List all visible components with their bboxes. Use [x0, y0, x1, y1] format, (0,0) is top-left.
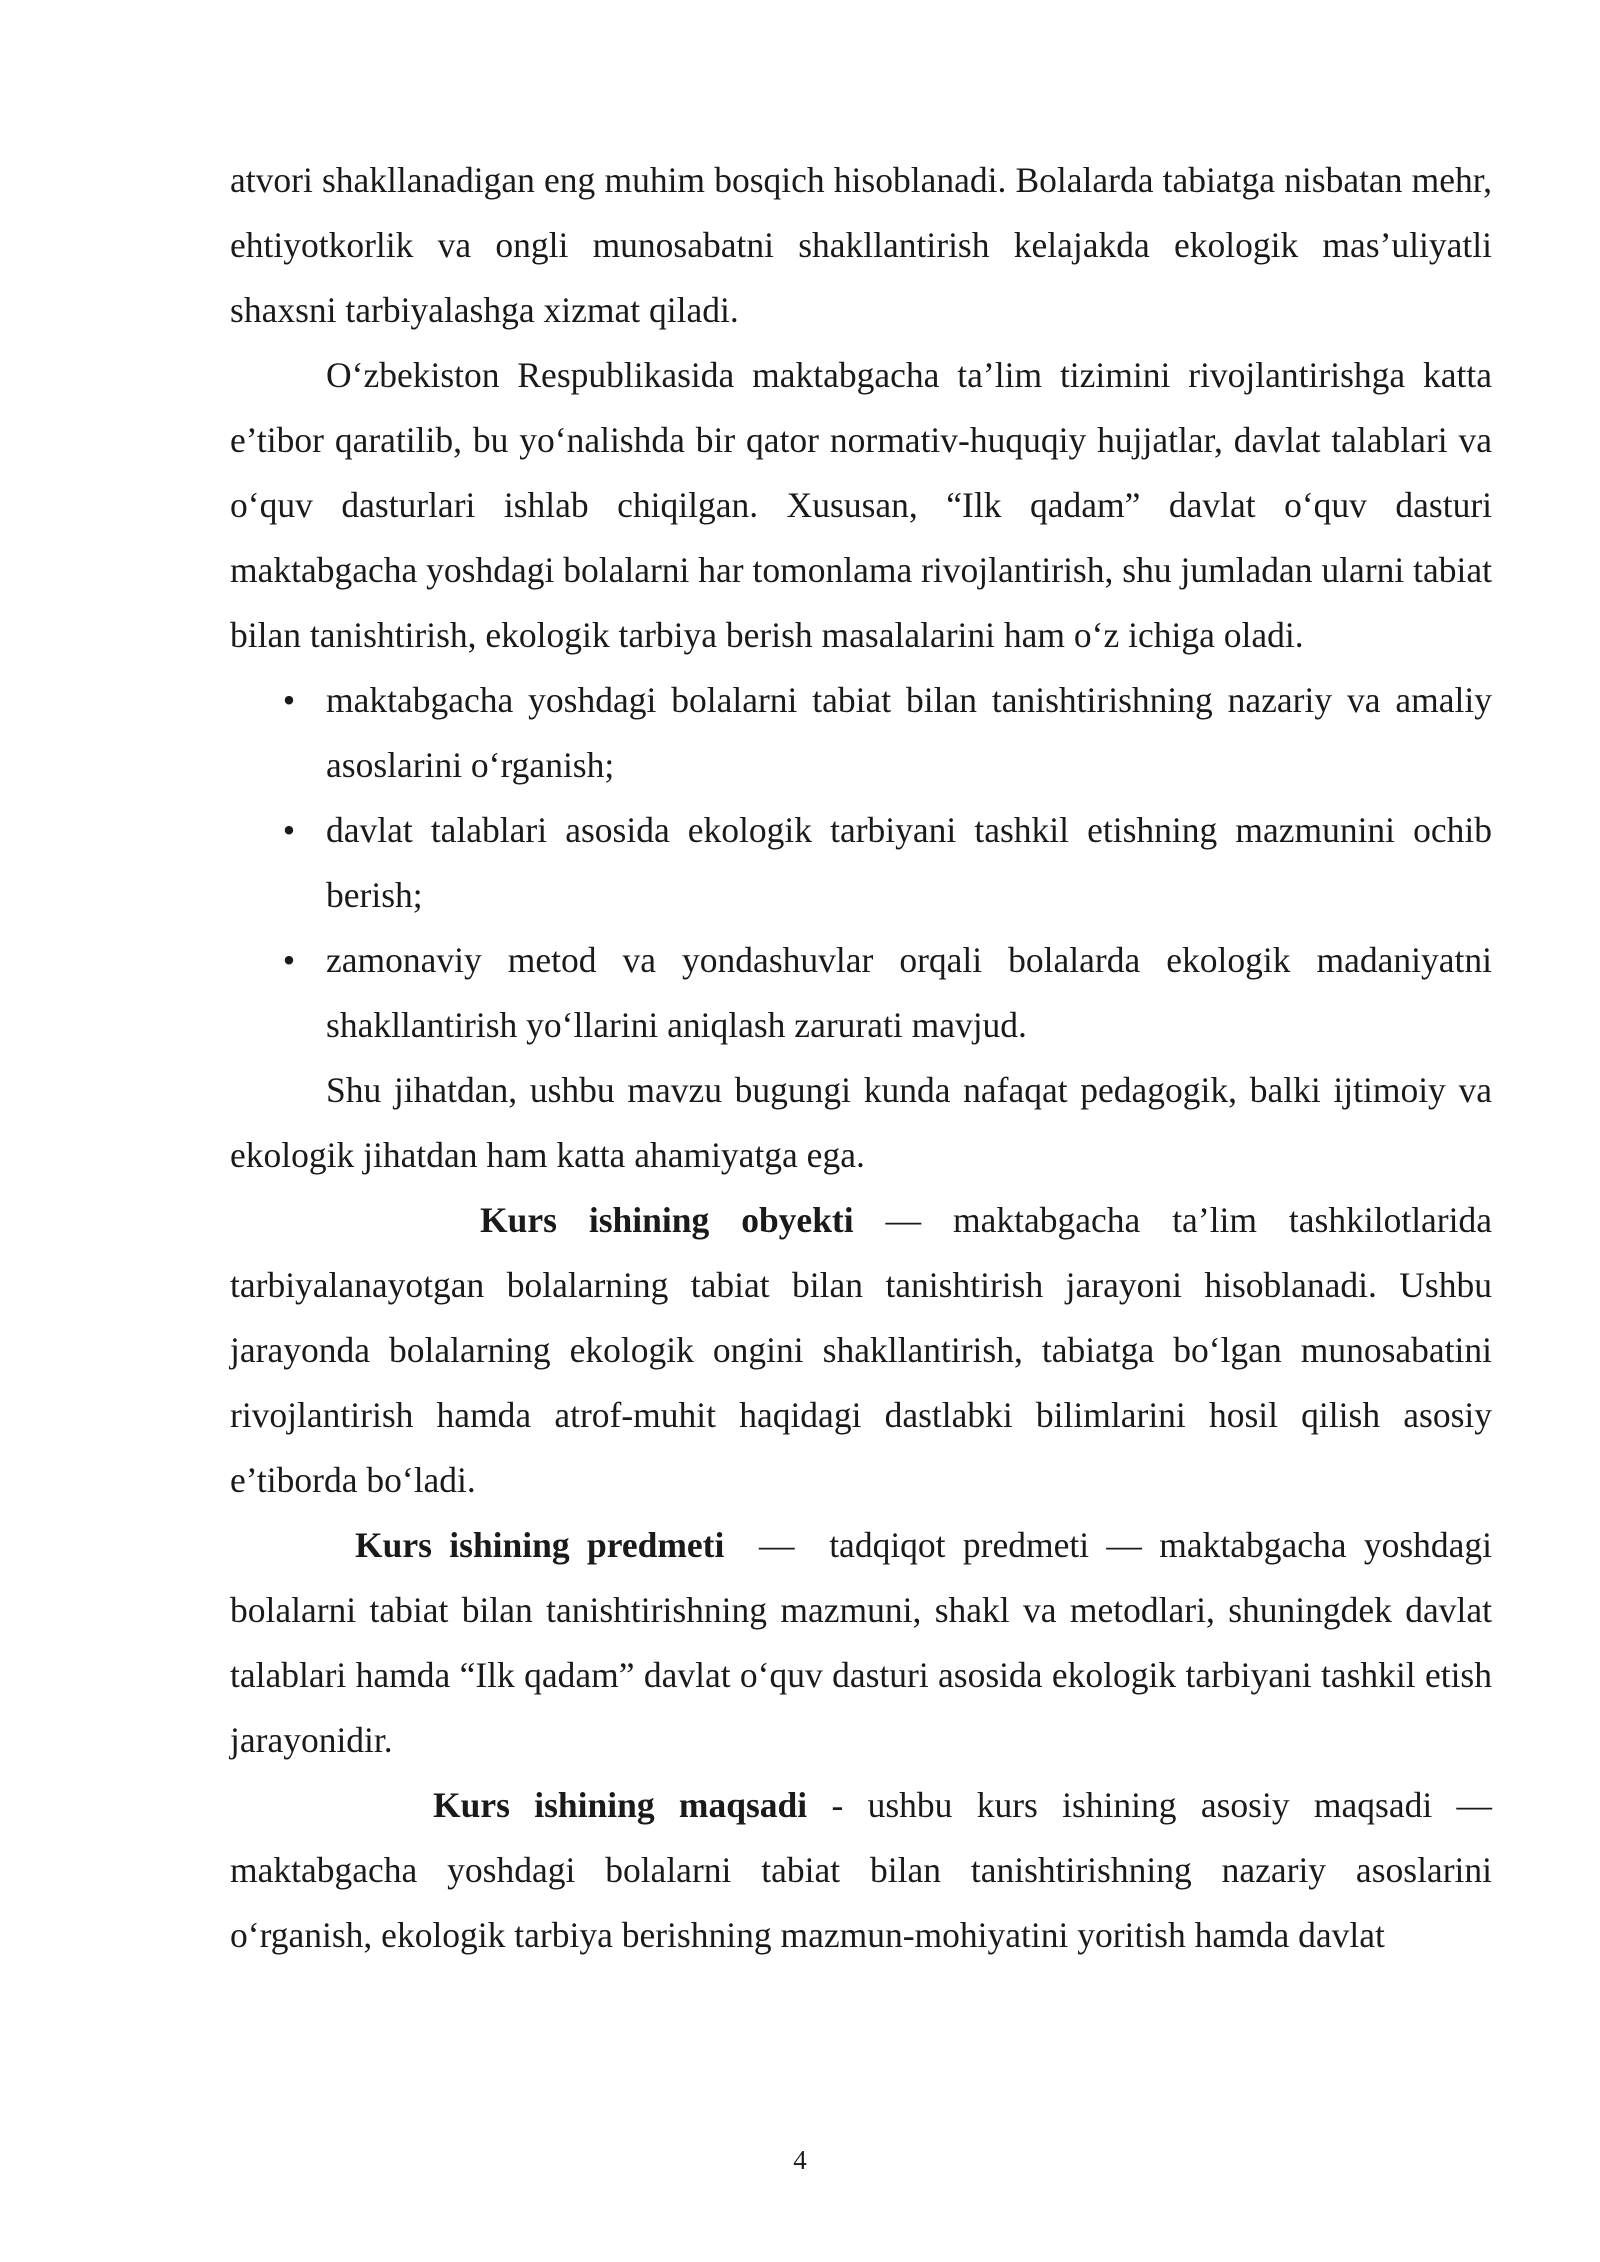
list-item: [282, 668, 1492, 798]
paragraph-object: [230, 1188, 1501, 1513]
list-item: [282, 798, 1492, 928]
object-heading: Kurs ishining obyekti: [480, 1200, 854, 1240]
list-item-text: maktabgacha yoshdagi bolalarni tabiat bilan tanishtirishning nazariy va amaliy asoslarini o‘rganish;: [326, 680, 1492, 785]
list-item-text: davlat talablari asosida ekologik tarbiyani tashkil etishning mazmunini ochib berish;: [326, 810, 1492, 915]
goal-text: - ushbu kurs ishining asosiy maqsadi — maktabgacha yoshdagi bolalarni tabiat bilan tanishtirishning nazariy asoslarini o‘rganish, ekologik tarbiya berishning mazmun-mohiyatini yoritish hamda davlat: [230, 1785, 1501, 1955]
bullet-icon: •: [282, 680, 296, 720]
object-text: — maktabgacha ta’lim tashkilotlarida tarbiyalanayotgan bolalarning tabiat bilan tanishtirish jarayoni hisoblanadi. Ushbu jarayonda bolalarning ekologik ongini shakllantirish, tabiatga bo‘lgan munosabatini rivojlantirish hamda atrof-muhit haqidagi dastlabki bilimlarini hosil qilish asosiy e’tiborda bo‘ladi.: [230, 1200, 1501, 1500]
paragraph-subject: [230, 1513, 1501, 1773]
subject-heading: Kurs ishining predmeti: [355, 1525, 725, 1565]
page-number: 4: [793, 2145, 807, 2175]
subject-text: — tadqiqot predmeti — maktabgacha yoshdagi bolalarni tabiat bilan tanishtirishning mazmuni, shakl va metodlari, shuningdek davlat talablari hamda “Ilk qadam” davlat o‘quv dasturi asosida ekologik tarbiyani tashkil etish jarayonidir.: [230, 1525, 1501, 1760]
list-item: [282, 928, 1492, 1058]
paragraph-intro-continuation: atvori shakllanadigan eng muhim bosqich hisoblanadi. Bolalarda tabiatga nisbatan mehr, ehtiyotkorlik va ongli munosabatni shakllantirish kelajakda ekologik mas’uliyatli shaxsni tarbiyalashga xizmat qiladi.: [230, 160, 1492, 330]
paragraph-ilk-qadam: O‘zbekiston Respublikasida maktabgacha ta’lim tizimini rivojlantirishga katta e’tibor qaratilib, bu yo‘nalishda bir qator normativ-huquqiy hujjatlar, davlat talablari va o‘quv dasturlari ishlab chiqilgan. Xususan, “Ilk qadam” davlat o‘quv dasturi maktabgacha yoshdagi bolalarni har tomonlama rivojlantirish, shu jumladan ularni tabiat bilan tanishtirish, ekologik tarbiya berish masalalarini ham o‘z ichiga oladi.: [230, 355, 1492, 655]
bullet-list: [230, 668, 1492, 1058]
paragraph-goal: [230, 1773, 1501, 1968]
bullet-icon: •: [282, 940, 296, 980]
goal-heading: Kurs ishining maqsadi: [433, 1785, 808, 1825]
paragraph-relevance: Shu jihatdan, ushbu mavzu bugungi kunda nafaqat pedagogik, balki ijtimoiy va ekologik jihatdan ham katta ahamiyatga ega.: [230, 1070, 1492, 1175]
bullet-icon: •: [282, 810, 296, 850]
page-body: [230, 148, 1501, 1968]
list-item-text: zamonaviy metod va yondashuvlar orqali bolalarda ekologik madaniyatni shakllantirish yo‘llarini aniqlash zarurati mavjud.: [326, 940, 1492, 1045]
